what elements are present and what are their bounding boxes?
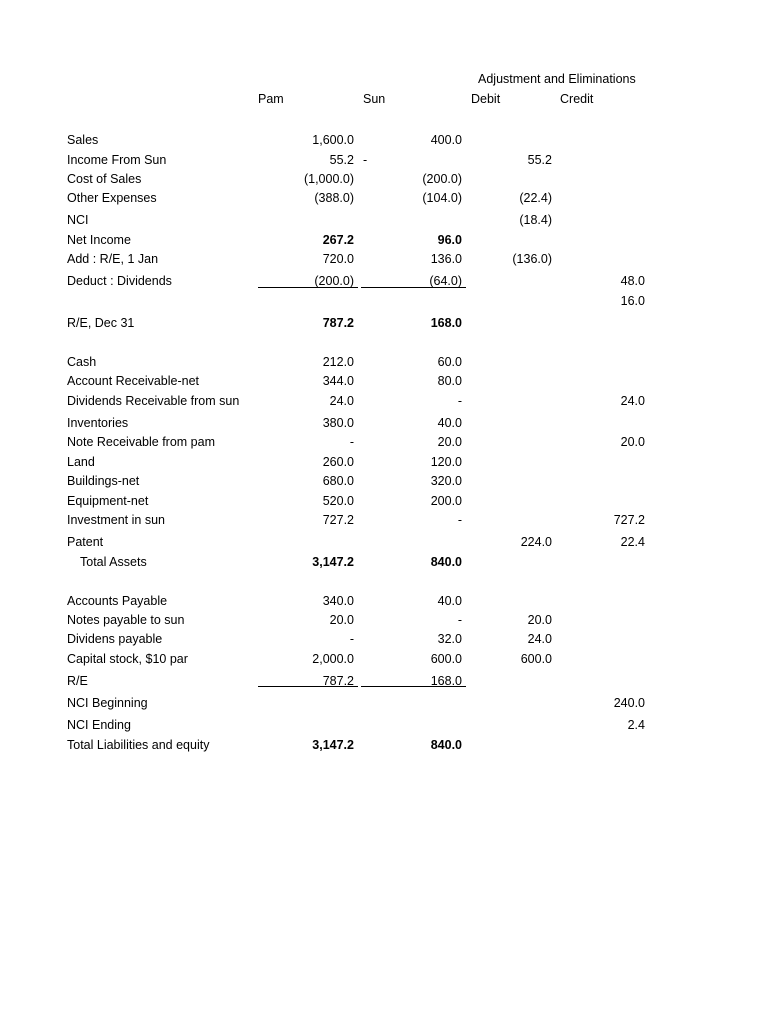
cell-pam: 267.2 [322, 233, 354, 247]
row-label: R/E, Dec 31 [67, 316, 135, 330]
cell-dash: - [363, 153, 368, 167]
cell-pam: 344.0 [322, 374, 354, 388]
row-label: Accounts Payable [67, 594, 168, 608]
cell-sun: 168.0 [430, 674, 462, 688]
row-label: Cost of Sales [67, 172, 142, 186]
cell-pam: - [349, 435, 354, 449]
cell-debit: (22.4) [519, 191, 552, 205]
cell-credit: 20.0 [620, 435, 645, 449]
cell-pam: 1,600.0 [312, 133, 354, 147]
cell-sun: - [457, 394, 462, 408]
row-label: Total Liabilities and equity [67, 738, 210, 752]
row-label: Investment in sun [67, 513, 165, 527]
cell-sun: 200.0 [430, 494, 462, 508]
header-debit: Debit [471, 92, 501, 106]
row-label: Land [67, 455, 95, 469]
cell-pam: 20.0 [329, 613, 354, 627]
cell-pam: 340.0 [322, 594, 354, 608]
cell-debit: 600.0 [520, 652, 552, 666]
cell-pam: (1,000.0) [303, 172, 354, 186]
cell-debit: 224.0 [520, 535, 552, 549]
cell-sun: 168.0 [430, 316, 462, 330]
row-label: Sales [67, 133, 99, 147]
row-label: Other Expenses [67, 191, 157, 205]
cell-debit: 55.2 [527, 153, 552, 167]
cell-credit: 22.4 [620, 535, 645, 549]
cell-debit: 24.0 [527, 632, 552, 646]
cell-debit: (136.0) [512, 252, 552, 266]
cell-pam: 24.0 [329, 394, 354, 408]
cell-pam: 3,147.2 [312, 738, 354, 752]
cell-sun: (104.0) [422, 191, 462, 205]
cell-sun: - [457, 613, 462, 627]
cell-pam: 260.0 [322, 455, 354, 469]
cell-sun: 40.0 [437, 594, 462, 608]
cell-pam: 380.0 [322, 416, 354, 430]
row-label: Capital stock, $10 par [67, 652, 188, 666]
row-label: Total Assets [80, 555, 147, 569]
row-label: Cash [67, 355, 97, 369]
row-label: NCI Beginning [67, 696, 148, 710]
cell-pam: (388.0) [314, 191, 354, 205]
row-label: NCI [67, 213, 89, 227]
cell-sun: 120.0 [430, 455, 462, 469]
row-label: Patent [67, 535, 104, 549]
row-label: R/E [67, 674, 88, 688]
cell-sun: 96.0 [437, 233, 462, 247]
cell-credit: 48.0 [620, 274, 645, 288]
underline-rule [361, 287, 466, 288]
cell-sun: 840.0 [430, 738, 462, 752]
cell-pam: 787.2 [322, 674, 354, 688]
cell-pam: 212.0 [322, 355, 354, 369]
cell-credit: 727.2 [613, 513, 645, 527]
cell-pam: 55.2 [329, 153, 354, 167]
cell-pam: (200.0) [314, 274, 354, 288]
cell-sun: 20.0 [437, 435, 462, 449]
row-label: Deduct : Dividends [67, 274, 172, 288]
cell-pam: 727.2 [322, 513, 354, 527]
cell-sun: (200.0) [422, 172, 462, 186]
cell-debit: 20.0 [527, 613, 552, 627]
row-label: Note Receivable from pam [67, 435, 215, 449]
row-label: Notes payable to sun [67, 613, 185, 627]
cell-sun: (64.0) [429, 274, 462, 288]
cell-pam: - [349, 632, 354, 646]
cell-sun: 136.0 [430, 252, 462, 266]
row-label: Net Income [67, 233, 131, 247]
row-label: Dividends Receivable from sun [67, 394, 240, 408]
cell-sun: - [457, 513, 462, 527]
row-label: Dividens payable [67, 632, 163, 646]
cell-sun: 60.0 [437, 355, 462, 369]
cell-pam: 3,147.2 [312, 555, 354, 569]
header-sun: Sun [363, 92, 386, 106]
cell-sun: 600.0 [430, 652, 462, 666]
cell-credit: 240.0 [613, 696, 645, 710]
cell-pam: 680.0 [322, 474, 354, 488]
cell-pam: 720.0 [322, 252, 354, 266]
underline-rule [258, 686, 358, 687]
cell-sun: 32.0 [437, 632, 462, 646]
row-label: NCI Ending [67, 718, 131, 732]
cell-sun: 840.0 [430, 555, 462, 569]
cell-sun: 40.0 [437, 416, 462, 430]
row-label: Add : R/E, 1 Jan [67, 252, 159, 266]
cell-pam: 2,000.0 [312, 652, 354, 666]
row-label: Income From Sun [67, 153, 167, 167]
row-label: Equipment-net [67, 494, 149, 508]
row-label: Inventories [67, 416, 129, 430]
cell-sun: 320.0 [430, 474, 462, 488]
cell-sun: 400.0 [430, 133, 462, 147]
header-credit: Credit [560, 92, 594, 106]
cell-credit: 2.4 [627, 718, 645, 732]
cell-sun: 80.0 [437, 374, 462, 388]
header-pam: Pam [258, 92, 284, 106]
row-label: Buildings-net [67, 474, 140, 488]
header-adjustments: Adjustment and Eliminations [478, 72, 636, 86]
cell-credit: 16.0 [620, 294, 645, 308]
cell-debit: (18.4) [519, 213, 552, 227]
cell-pam: 520.0 [322, 494, 354, 508]
underline-rule [258, 287, 358, 288]
underline-rule [361, 686, 466, 687]
cell-pam: 787.2 [322, 316, 354, 330]
cell-credit: 24.0 [620, 394, 645, 408]
row-label: Account Receivable-net [67, 374, 200, 388]
